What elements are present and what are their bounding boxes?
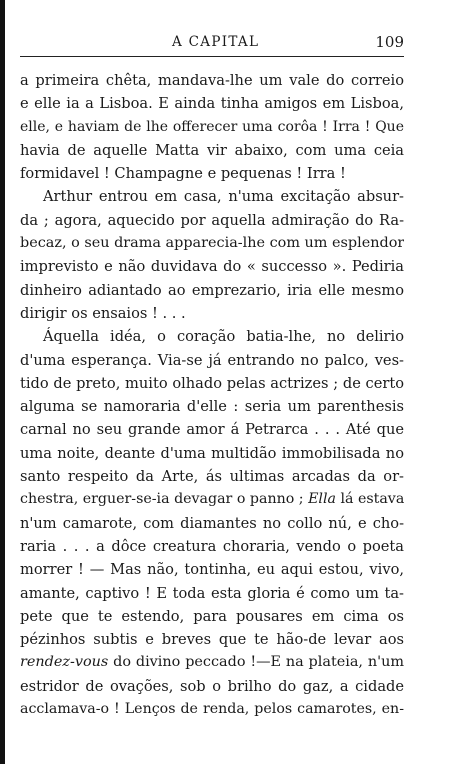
text-line: pézinhos subtis e breves que te hão-de levar aos bbox=[20, 631, 404, 649]
text-line: rendez-vous do divino peccado !—E na plateia, n'um bbox=[20, 654, 404, 671]
text-line: alguma se namoraria d'elle : seria um parenthesis bbox=[20, 398, 404, 416]
text-line: formidavel ! Champagne e pequenas ! Irra ! bbox=[20, 165, 346, 183]
text-line: becaz, o seu drama apparecia-lhe com um esplendor bbox=[20, 235, 404, 252]
running-title: A CAPITAL bbox=[172, 34, 260, 50]
text-line: e elle ia a Lisboa. E ainda tinha amigos em Lisboa, bbox=[20, 95, 404, 113]
body-text bbox=[20, 69, 404, 721]
text-line: havia de aquelle Matta vir abaixo, com uma ceia bbox=[20, 141, 404, 159]
text-line: uma noite, deante d'uma multidão immobilisada no bbox=[20, 444, 404, 462]
page-edge-shadow bbox=[0, 0, 5, 764]
text-line: dirigir os ensaios ! . . . bbox=[20, 304, 186, 322]
text-line: acclamava-o ! Lenços de renda, pelos camarotes, en- bbox=[20, 701, 404, 718]
text-line: Áquella idéa, o coração batia-lhe, no delirio bbox=[43, 328, 404, 346]
text-line: Arthur entrou em casa, n'uma excitação absur- bbox=[43, 188, 404, 206]
text-line: carnal no seu grande amor á Petrarca . . . Até que bbox=[20, 421, 404, 439]
text-line: chestra, erguer-se-ia devagar o panno ; Ella lá estava bbox=[20, 491, 404, 508]
text-line: santo respeito da Arte, ás ultimas arcadas da or- bbox=[20, 468, 404, 486]
page-header bbox=[20, 34, 404, 54]
page-number: 109 bbox=[375, 33, 404, 51]
text-line: imprevisto e não duvidava do « successo ». Pediria bbox=[20, 258, 404, 276]
text-line: tido de preto, muito olhado pelas actrizes ; de certo bbox=[20, 374, 404, 392]
italic-word: rendez-vous bbox=[20, 654, 109, 671]
text-line: da ; agora, aquecido por aquella admiração do Ra- bbox=[20, 211, 404, 229]
italic-word: Ella bbox=[308, 491, 336, 508]
text-line: elle, e haviam de lhe offerecer uma corôa ! Irra ! Que bbox=[20, 118, 404, 135]
text-line: dinheiro adiantado ao emprezario, iria elle mesmo bbox=[20, 281, 404, 299]
text-line: d'uma esperança. Via-se já entrando no palco, ves- bbox=[20, 351, 404, 369]
text-line: pete que te estendo, para pousares em cima os bbox=[20, 607, 404, 625]
text-line: morrer ! — Mas não, tontinha, eu aqui estou, vivo, bbox=[20, 561, 404, 579]
text-line: n'um camarote, com diamantes no collo nú, e cho- bbox=[20, 514, 404, 532]
text-line: raria . . . a dôce creatura choraria, vendo o poeta bbox=[20, 537, 404, 555]
text-line: a primeira chêta, mandava-lhe um vale do correio bbox=[20, 72, 404, 89]
text-line: amante, captivo ! E toda esta gloria é como um ta- bbox=[20, 584, 404, 602]
text-line: estridor de ovações, sob o brilho do gaz, a cidade bbox=[20, 677, 404, 695]
header-rule bbox=[20, 56, 404, 57]
